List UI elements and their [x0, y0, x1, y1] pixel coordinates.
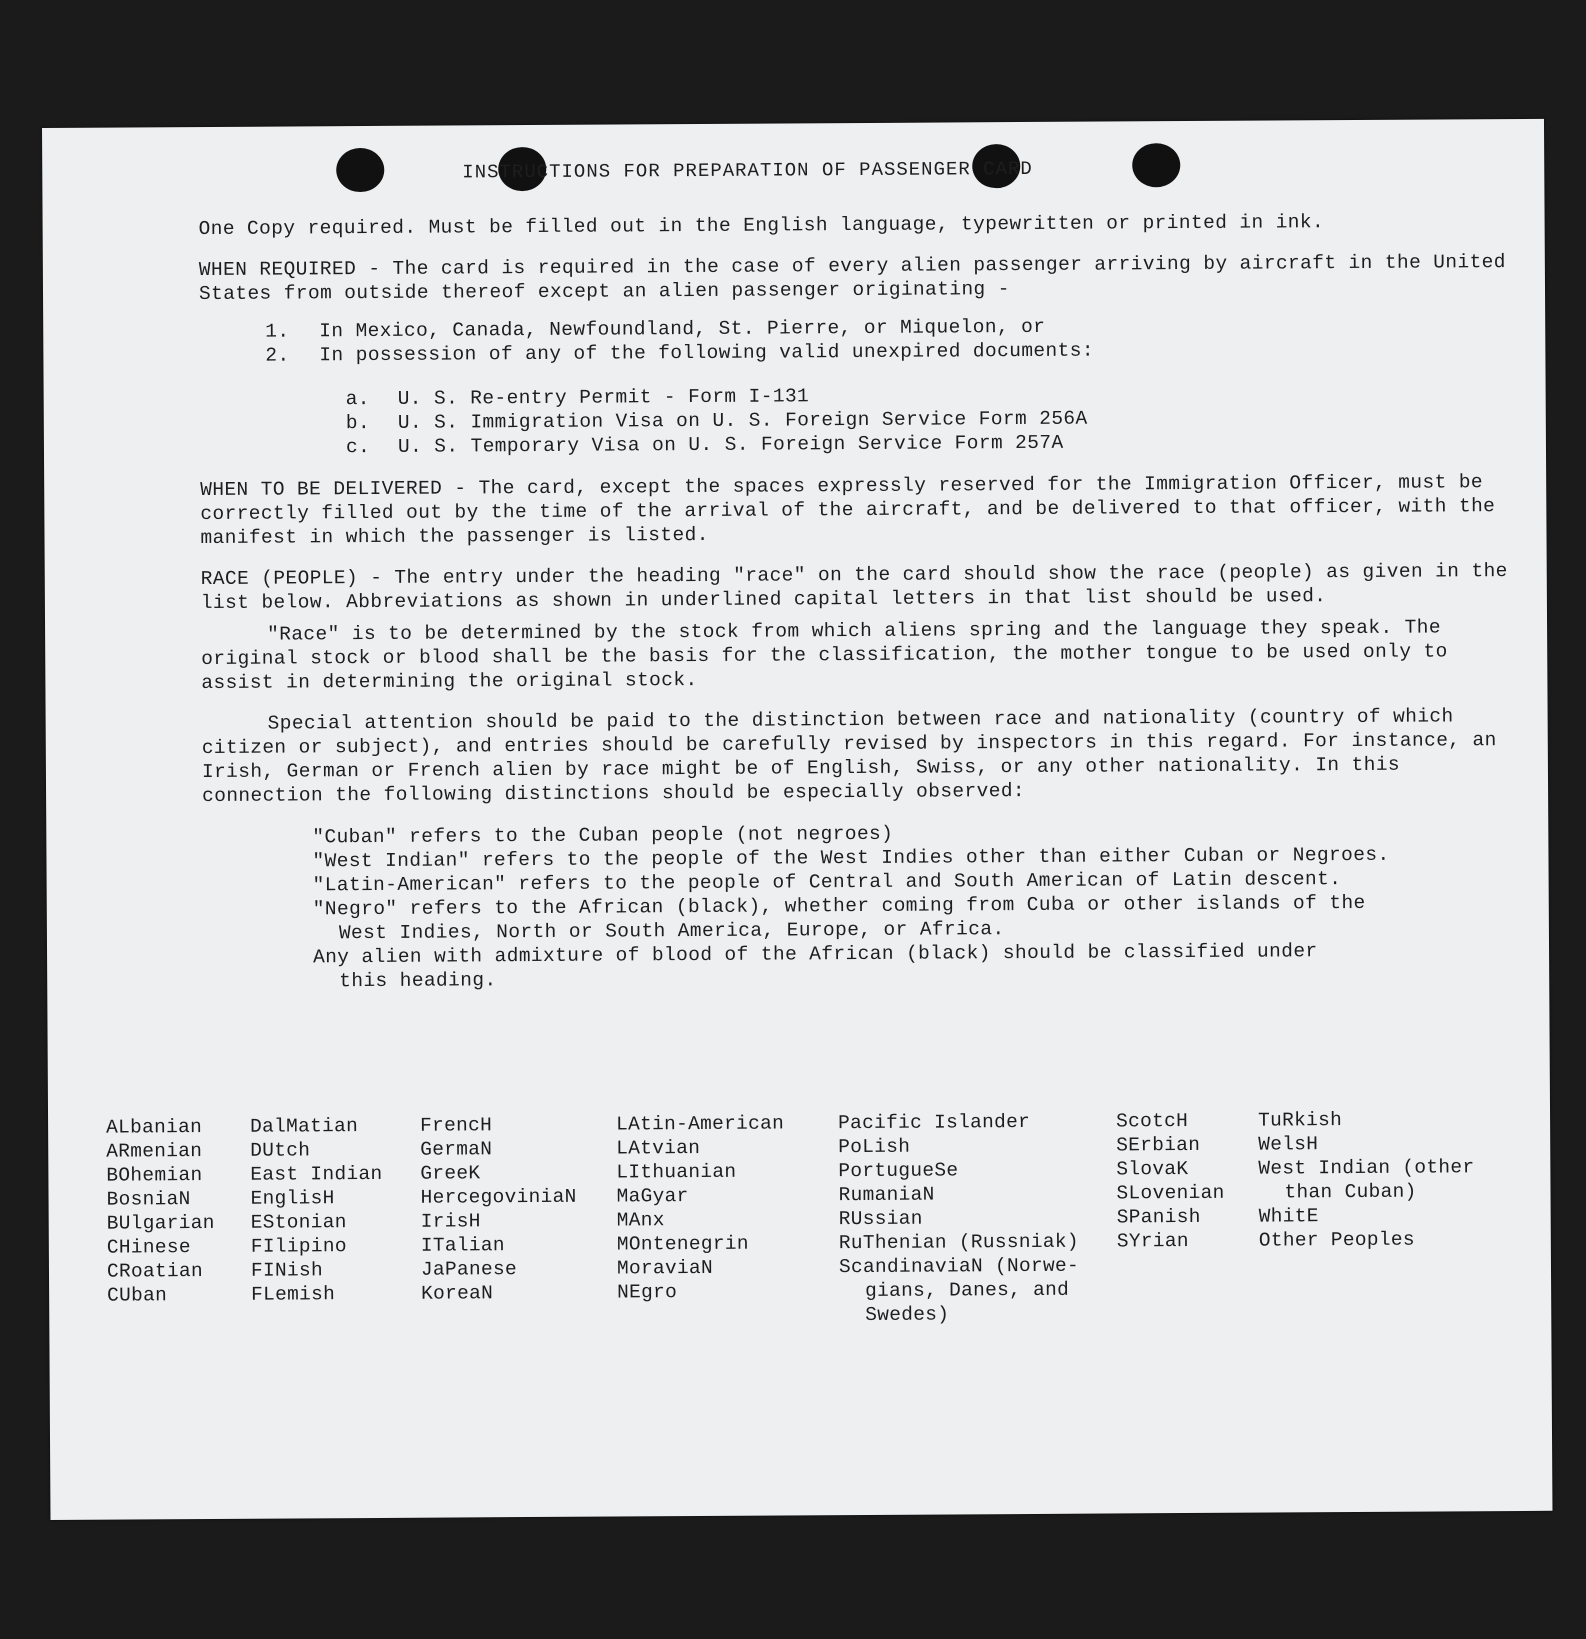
race-item: PortugueSe — [838, 1159, 959, 1183]
race-column — [1258, 1107, 1509, 1325]
race-item: FIlipino — [250, 1235, 347, 1258]
list-item: c. U. S. Temporary Visa on U. S. Foreign Service Form 257A — [345, 431, 1064, 459]
document-page — [42, 119, 1552, 1520]
race-item: SLovenian — [1116, 1181, 1225, 1205]
race-item: gians, Danes, and — [865, 1278, 1070, 1302]
race-item: MoraviaN — [616, 1256, 714, 1280]
race-item: West Indian (other — [1258, 1156, 1475, 1180]
race-paragraph-3: Special attention should be paid to the distinction between race and nationality (country of which citizen or subject), and entries should be carefully revised by inspectors in this regard. For instance, an Irish, German or French alien by race might be of English, Swiss, or any other nationality. In this connection the following distinctions should be especially observed: — [201, 705, 1497, 808]
race-item: FLemish — [251, 1283, 336, 1306]
race-item: SYrian — [1116, 1230, 1189, 1253]
definition-line: "Cuban" refers to the Cuban people (not negroes) — [312, 822, 894, 849]
race-item: RumaniaN — [838, 1183, 935, 1207]
when-delivered-paragraph: WHEN TO BE DELIVERED - The card, except the spaces expressly reserved for the Immigration Officer, must be correctly filled out by the time of the arrival of the aircraft, and be delivered to that officer, with the manifest in which the passenger is listed. — [200, 471, 1496, 550]
definition-line: West Indies, North or South America, Europe, or Africa. — [338, 918, 1005, 945]
race-item: Swedes) — [865, 1303, 950, 1326]
race-item: MaGyar — [616, 1185, 689, 1208]
punch-hole — [1132, 143, 1180, 187]
race-item: BosniaN — [106, 1188, 191, 1211]
race-item: BUlgarian — [106, 1211, 215, 1235]
race-item: LAtin-American — [616, 1112, 785, 1136]
race-column — [616, 1111, 839, 1328]
race-column — [106, 1115, 251, 1332]
race-paragraph-2: "Race" is to be determined by the stock from which aliens spring and the language they speak. The original stock or blood shall be the basis for the classification, the mother tongue to be used only to assist in determining the original stock. — [201, 616, 1448, 695]
race-item: KoreaN — [421, 1282, 494, 1305]
list-item: a. U. S. Re-entry Permit - Form I-131 — [345, 385, 810, 411]
race-item: GermaN — [420, 1138, 493, 1161]
race-item: CUban — [107, 1284, 168, 1307]
origin-exceptions-list — [265, 312, 1509, 368]
documents-list — [346, 380, 1510, 459]
definition-line: this heading. — [339, 969, 497, 993]
race-item: Pacific Islander — [838, 1110, 1031, 1135]
race-item: than Cuban) — [1284, 1180, 1417, 1204]
race-item: EnglisH — [250, 1187, 335, 1210]
race-item: GreeK — [420, 1162, 481, 1185]
race-column — [420, 1113, 617, 1330]
race-item: DalMatian — [250, 1115, 359, 1138]
race-item: WelsH — [1258, 1133, 1319, 1156]
race-column — [1116, 1109, 1259, 1326]
race-item: FrencH — [420, 1114, 493, 1137]
page-title: INSTRUCTIONS FOR PREPARATION OF PASSENGER CARD — [462, 157, 1033, 184]
race-item: EStonian — [250, 1211, 347, 1234]
race-paragraph-1: RACE (PEOPLE) - The entry under the heading "race" on the card should show the race (people) as given in the list below. Abbreviations as shown in underlined capital letters in that list should be used. — [200, 560, 1508, 615]
race-item: LIthuanian — [616, 1160, 737, 1184]
race-item: WhitE — [1258, 1205, 1319, 1228]
definition-line: "Negro" refers to the African (black), whether coming from Cuba or other islands of the — [312, 891, 1366, 921]
race-item: IrisH — [420, 1210, 481, 1233]
list-item: b. U. S. Immigration Visa on U. S. Foreign Service Form 256A — [345, 407, 1088, 435]
race-column — [250, 1114, 421, 1331]
when-required-paragraph: WHEN REQUIRED - The card is required in the case of every alien passenger arriving by aircraft in the United States from outside thereof except an alien passenger originating - — [198, 251, 1506, 306]
race-column — [838, 1109, 1117, 1327]
definition-line: Any alien with admixture of blood of the African (black) should be classified under — [313, 940, 1318, 969]
race-item: ScandinaviaN (Norwe- — [838, 1254, 1080, 1279]
race-item: ALbanian — [106, 1116, 203, 1139]
race-item: ITalian — [420, 1234, 505, 1257]
race-item: Other Peoples — [1258, 1228, 1415, 1252]
race-item: East Indian — [250, 1162, 383, 1186]
race-item: NEgro — [617, 1281, 678, 1304]
race-item: CRoatian — [106, 1260, 204, 1283]
race-item: DUtch — [250, 1139, 311, 1162]
race-item: HercegoviniaN — [420, 1185, 577, 1209]
race-item: MOntenegrin — [616, 1232, 749, 1256]
race-item: TuRkish — [1258, 1109, 1343, 1132]
race-item: SErbian — [1116, 1133, 1201, 1157]
race-item: LAtvian — [616, 1136, 701, 1160]
race-item: SPanish — [1116, 1205, 1201, 1229]
race-list — [106, 1107, 1509, 1332]
race-item: BOhemian — [106, 1164, 203, 1187]
copy-requirement: One Copy required. Must be filled out in the English language, typewritten or printed in ink. — [198, 211, 1325, 241]
race-item: RuThenian (Russniak) — [838, 1230, 1079, 1255]
list-item: 2. In possession of any of the following valid unexpired documents: — [265, 339, 1094, 367]
race-item: ScotcH — [1116, 1110, 1189, 1133]
race-item: FINish — [250, 1259, 324, 1282]
definition-line: "West Indian" refers to the people of the West Indies other than either Cuban or Negroes. — [312, 843, 1390, 873]
race-item: MAnx — [616, 1209, 665, 1232]
race-item: PoLish — [838, 1135, 911, 1159]
race-item: CHinese — [106, 1236, 191, 1259]
list-item: 1. In Mexico, Canada, Newfoundland, St. Pierre, or Miquelon, or — [265, 315, 1046, 343]
punch-hole — [336, 148, 384, 192]
race-item: ARmenian — [106, 1140, 203, 1163]
race-item: JaPanese — [420, 1258, 518, 1281]
instructions-body — [199, 209, 1514, 994]
definition-line: "Latin-American" refers to the people of Central and South American of Latin descent. — [312, 868, 1342, 897]
race-item: SlovaK — [1116, 1158, 1189, 1181]
race-item: RUssian — [838, 1207, 923, 1231]
race-definitions — [312, 818, 1513, 993]
